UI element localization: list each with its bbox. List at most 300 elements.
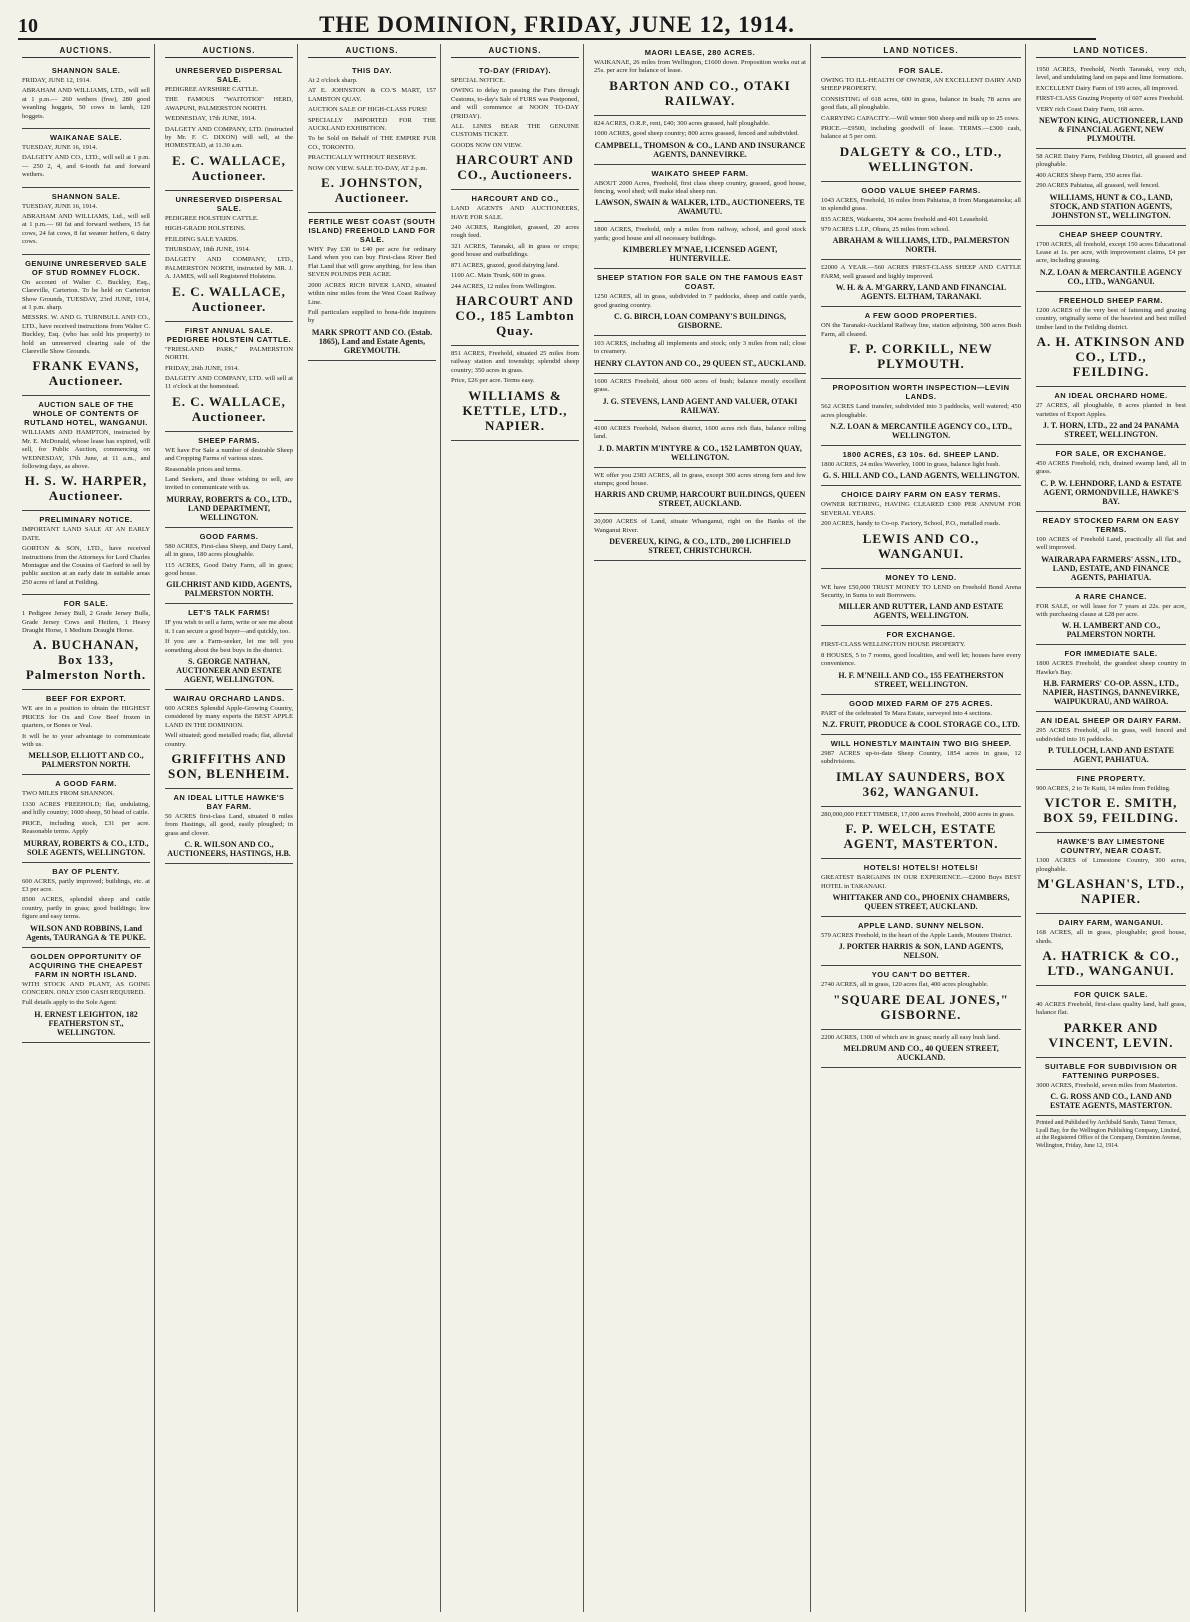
ad-text: MESSRS. W. AND G. TURNBULL AND CO., LTD., have received instructions from Walter C. Buckley, Esq. (who has sold his property) to hold an unreserved clearing sale of the Clareville Show Grounds. <box>22 314 150 355</box>
ad-firm-name: IMLAY SAUNDERS, BOX 362, WANGANUI. <box>835 768 1007 799</box>
ad-title: APPLE LAND. SUNNY NELSON. <box>857 921 985 930</box>
column-heading: AUCTIONS. <box>308 44 436 58</box>
ad-title: LET'S TALK FARMS! <box>188 608 270 618</box>
ad-firm-name: MARK SPROTT AND CO. (Estab. 1865), Land and Estate Agents, GREYMOUTH. <box>311 327 433 355</box>
ad-text: 27 ACRES, all ploughable, 8 acres planted in best varieties of Export Apples. <box>1036 402 1186 418</box>
advertisement <box>594 165 806 223</box>
advertisement <box>165 604 293 690</box>
ad-text: PRICE.—£9500, including goodwill of lease. TERMS.—£300 cash, balance at 5 per cent. <box>821 125 1021 141</box>
ad-firm-name: WHITTAKER AND CO., PHOENIX CHAMBERS, QUEEN STREET, AUCKLAND. <box>832 893 1010 911</box>
ad-text: 1043 ACRES, Freehold, 16 miles from Pahiatua, 8 from Mangatainoka; all in splendid grass. <box>821 196 1021 213</box>
column-heading: AUCTIONS. <box>22 44 150 58</box>
advertisement <box>821 62 1021 182</box>
ad-text: ALL LINES BEAR THE GENUINE CUSTOMS TICKET. <box>451 123 579 139</box>
ad-title: A GOOD FARM. <box>55 779 117 789</box>
ad-text: Land Seekers, and those wishing to sell, are invited to communicate with us. <box>165 475 293 492</box>
advertisement <box>22 396 150 511</box>
ad-title: FOR SALE. <box>63 599 109 609</box>
advertisement <box>821 735 1021 807</box>
ad-title: HARCOURT AND CO., <box>471 194 559 204</box>
ad-text: 979 ACRES L.I.P., Ohura, 25 miles from school. <box>821 226 950 234</box>
column-7 <box>1032 44 1190 1612</box>
ad-text: 50 ACRES first-class Land, situated 8 miles from Hastings, all good, easily ploughed; in grass and clover. <box>165 813 293 837</box>
ad-text: It will be to your advantage to communicate with us. <box>22 732 150 749</box>
ad-firm-name: J. G. STEVENS, LAND AGENT AND VALUER, OTAKI RAILWAY. <box>602 396 798 415</box>
advertisement <box>821 569 1021 627</box>
ad-text: 321 ACRES, Taranaki, all in grass or crops; good house and outbuildings. <box>451 242 579 259</box>
ad-title: FIRST ANNUAL SALE. PEDIGREE HOLSTEIN CATTLE. <box>166 325 292 344</box>
advertisement <box>451 346 579 441</box>
ad-text: 40 ACRES Freehold, first-class quality land, half grass, balance flat. <box>1036 1001 1186 1017</box>
ad-firm-name: KIMBERLEY M'NAE, LICENSED AGENT, HUNTERVILLE. <box>622 245 778 264</box>
advertisement <box>821 379 1021 446</box>
advertisement <box>1036 712 1186 770</box>
advertisement <box>594 222 806 269</box>
ad-title: PRELIMINARY NOTICE. <box>39 515 133 525</box>
advertisement <box>1036 387 1186 445</box>
advertisement <box>821 695 1021 735</box>
ad-text: SPECIAL NOTICE. <box>451 77 505 84</box>
ad-firm-name: W. H. & A. M'GARRY, LAND AND FINANCIAL AGENTS. ELTHAM, TARANAKI. <box>835 283 1007 302</box>
ad-text: 20,000 ACRES of Land, situate Whanganui, right on the Banks of the Wanganui River. <box>594 518 806 534</box>
advertisement <box>22 255 150 397</box>
ad-title: SHANNON SALE. <box>51 66 121 75</box>
advertisement <box>1036 833 1186 914</box>
ad-firm-name: GILCHRIST AND KIDD, AGENTS, PALMERSTON NORTH. <box>166 580 292 599</box>
ad-text: WE offer you 2383 ACRES, all in grass, except 300 acres strong fern and few stumps; good house. <box>594 471 806 487</box>
ad-firm-name: BARTON AND CO., OTAKI RAILWAY. <box>609 77 791 108</box>
ad-text: EXCELLENT Dairy Farm of 199 acres, all improved. <box>1036 84 1179 92</box>
advertisement <box>22 775 150 862</box>
ad-text: FOR SALE, or will lease for 7 years at 22s. per acre, with purchasing clause at £28 per acre. <box>1036 602 1186 618</box>
ad-firm-name: FRANK EVANS, Auctioneer. <box>32 358 140 389</box>
columns-container <box>18 44 1190 1612</box>
ad-title: UNRESERVED DISPERSAL SALE. <box>175 194 283 213</box>
advertisement <box>821 859 1021 917</box>
ad-title: GOOD VALUE SHEEP FARMS. <box>861 185 981 195</box>
advertisement <box>165 191 293 322</box>
ad-text: GORTON & SON, LTD., have received instructions from the Attorneys for Lord Charles Montague and the Cousins of Garford to sell by public auction at an early date in suitable areas 250 acres of land at Feilding. <box>22 545 150 586</box>
ad-firm-name: WILSON AND ROBBINS, Land Agents, TAURANGA & TE PUKE. <box>25 923 146 942</box>
ad-text: 115 ACRES, Good Dairy Farm, all in grass; good house. <box>165 561 293 577</box>
ad-title: FINE PROPERTY. <box>1076 773 1146 783</box>
ad-text: WAIKANAE, 26 miles from Wellington, £1600 down. Proposition works out at 25s. per acre for balance of lease. <box>594 59 806 75</box>
ad-firm-name: C. G. BIRCH, LOAN COMPANY'S BUILDINGS, GISBORNE. <box>613 312 787 331</box>
ad-text: 871 ACRES, grazed, good dairying land. <box>451 261 560 269</box>
ad-text: 2200 ACRES, 1300 of which are in grass; nearly all easy bush land. <box>821 1033 1001 1041</box>
advertisement <box>165 528 293 605</box>
advertisement <box>594 269 806 336</box>
column-6 <box>817 44 1026 1612</box>
advertisement <box>165 690 293 789</box>
ad-title: HAWKE'S BAY LIMESTONE COUNTRY, NEAR COAST. <box>1057 837 1165 856</box>
ad-title: THIS DAY. <box>351 66 393 75</box>
advertisement <box>451 62 579 190</box>
ad-firm-name: J. D. MARTIN M'INTYRE & CO., 152 LAMBTON QUAY, WELLINGTON. <box>598 443 802 462</box>
ad-text: On account of Walter C. Buckley, Esq., Clareville, Carterton. To be held on Carterton Show Grounds, TUESDAY, 23rd JUNE, 1914, at 1 p.m. sharp. <box>22 278 150 311</box>
ad-text: If you are a Farm-seeker, let me tell you something about the best buys in the district. <box>165 638 293 654</box>
ad-text: FRIDAY, JUNE 12, 1914. <box>22 77 91 84</box>
advertisement <box>821 182 1021 261</box>
ad-title: WAIRAU ORCHARD LANDS. <box>173 694 285 703</box>
ad-firm-name: E. JOHNSTON, Auctioneer. <box>321 175 423 206</box>
ad-text: 1100 AC. Main Trunk, 600 in grass. <box>451 272 546 280</box>
advertisement <box>1036 1058 1186 1116</box>
ad-firm-name: F. P. WELCH, ESTATE AGENT, MASTERTON. <box>843 821 999 852</box>
ad-firm-name: MURRAY, ROBERTS & CO., LTD., SOLE AGENTS, WELLINGTON. <box>23 838 149 857</box>
advertisement <box>821 626 1021 694</box>
ad-text: 1200 ACRES of the very best of fattening and grazing country, originally some of the heaviest and best milled timber land in the Feilding district. <box>1036 306 1186 331</box>
ad-firm-name: HENRY CLAYTON AND CO., 29 QUEEN ST., AUCKLAND. <box>594 358 806 368</box>
ad-text: DALGETY AND COMPANY, LTD. will sell at 11 o'clock at the homestead. <box>165 374 293 391</box>
ad-text: GREATEST BARGAINS IN OUR EXPERIENCE.—£2000 Buys BEST HOTEL in TARANAKI. <box>821 874 1021 890</box>
ad-firm-name: HARRIS AND CRUMP, HARCOURT BUILDINGS, QUEEN STREET, AUCKLAND. <box>594 490 806 509</box>
ad-title: MONEY TO LEND. <box>885 572 957 582</box>
ad-title: AN IDEAL ORCHARD HOME. <box>1054 391 1168 401</box>
ad-firm-name: C. P. W. LEHNDORF, LAND & ESTATE AGENT, ORMONDVILLE, HAWKE'S BAY. <box>1040 478 1182 506</box>
ad-text: At 2 o'clock sharp. <box>308 77 358 84</box>
ad-text: IMPORTANT LAND SALE AT AN EARLY DATE. <box>22 526 150 542</box>
ad-text: 580 ACRES, First-class Sheep, and Dairy Land, all in grass, 180 acres ploughable. <box>165 542 293 559</box>
page-number: 10 <box>18 15 38 37</box>
ad-title: SHEEP FARMS. <box>198 435 260 445</box>
ad-firm-name: E. C. WALLACE, Auctioneer. <box>172 393 286 424</box>
advertisement <box>821 446 1021 486</box>
ad-text: Full details apply to the Sole Agent: <box>22 999 117 1007</box>
ad-text: NOW ON VIEW. SALE TO-DAY, AT 2 p.m. <box>308 164 428 172</box>
advertisement <box>1036 770 1186 833</box>
ad-firm-name: HARCOURT AND CO., 185 Lambton Quay. <box>455 292 575 338</box>
ad-title: FOR SALE. <box>898 66 944 75</box>
ad-text: HIGH-GRADE HOLSTEINS. <box>165 225 246 233</box>
ad-firm-name: WILLIAMS, HUNT & CO., LAND, STOCK, AND STATION AGENTS, JOHNSTON ST., WELLINGTON. <box>1049 192 1173 220</box>
ad-firm-name: LAWSON, SWAIN & WALKER, LTD., AUCTIONEERS, TE AWAMUTU. <box>595 198 805 217</box>
ad-firm-name: A. BUCHANAN, Box 133, Palmerston North. <box>25 637 147 683</box>
ad-text: DALGETY AND COMPANY, LTD. (instructed by Mr. F. C. DIXON) will sell, at the HOMESTEAD, at 11.30 a.m. <box>165 125 293 150</box>
ad-text: 200 ACRES, handy to Co-op. Factory, School, P.O., metalled roads. <box>821 520 1001 528</box>
ad-text: WE have For Sale a number of desirable Sheep and Cropping Farms of various sizes. <box>165 446 293 463</box>
advertisement <box>22 948 150 1043</box>
ad-firm-name: ABRAHAM & WILLIAMS, LTD., PALMERSTON NORTH. <box>832 236 1010 255</box>
ad-firm-name: MILLER AND RUTTER, LAND AND ESTATE AGENTS, WELLINGTON. <box>838 602 1004 621</box>
advertisement <box>308 62 436 213</box>
ad-text: AT E. JOHNSTON & CO.'S MART, 157 LAMBTON QUAY. <box>308 87 436 103</box>
ad-title: 1800 ACRES, £3 10s. 6d. SHEEP LAND. <box>842 449 1000 459</box>
ad-text: FIRST-CLASS WELLINGTON HOUSE PROPERTY. <box>821 641 966 649</box>
ad-text: AUCTION SALE OF HIGH-CLASS FURS! <box>308 106 428 114</box>
ad-title: SHEEP STATION FOR SALE ON THE FAMOUS EAST COAST. <box>596 273 804 292</box>
ad-title: BEEF FOR EXPORT. <box>45 694 127 704</box>
advertisement <box>821 307 1021 379</box>
ad-firm-name: F. P. CORKILL, NEW PLYMOUTH. <box>849 341 993 372</box>
ad-text: 579 ACRES Freehold, in the heart of the Apple Lands, Moutere District. <box>821 932 1013 939</box>
ad-firm-name: H. S. W. HARPER, Auctioneer. <box>24 473 148 504</box>
column-heading: AUCTIONS. <box>165 44 293 58</box>
ad-firm-name: J. PORTER HARRIS & SON, LAND AGENTS, NELSON. <box>838 942 1004 961</box>
ad-text: 400 ACRES Sheep Farm, 350 acres flat. <box>1036 171 1143 179</box>
ad-firm-name: W. H. LAMBERT AND CO., PALMERSTON NORTH. <box>1061 621 1161 640</box>
ad-text: OWING TO ILL-HEALTH OF OWNER, AN EXCELLENT DAIRY AND SHEEP PROPERTY. <box>821 77 1021 93</box>
ad-firm-name: J. T. HORN, LTD., 22 and 24 PANAMA STREET, WELLINGTON. <box>1042 420 1180 439</box>
ad-firm-name: S. GEORGE NATHAN, AUCTIONEER AND ESTATE AGENT, WELLINGTON. <box>176 657 282 684</box>
ad-text: TUESDAY, JUNE 16, 1914. <box>22 202 98 210</box>
ad-text: CARRYING CAPACITY.—Will winter 900 sheep and milk up to 25 cows. <box>821 114 1020 122</box>
advertisement <box>821 917 1021 966</box>
ad-text: 240 ACRES, Rangitikei, grassed, 20 acres rough feed. <box>451 224 579 240</box>
ad-firm-name: N.Z. LOAN & MERCANTILE AGENCY CO., LTD., WELLINGTON. <box>830 421 1012 440</box>
ad-text: 244 ACRES, 12 miles from Wellington. <box>451 282 557 290</box>
advertisement <box>594 116 806 165</box>
ad-firm-name: C. R. WILSON AND CO., AUCTIONEERS, HASTINGS, H.B. <box>167 840 291 859</box>
ad-title: HOTELS! HOTELS! HOTELS! <box>863 863 979 873</box>
column-4 <box>447 44 584 1612</box>
ad-text: 450 ACRES Freehold, rich, drained swamp land, all in grass. <box>1036 459 1186 476</box>
ad-firm-name: DALGETY & CO., LTD., WELLINGTON. <box>839 143 1003 174</box>
ad-text: PRACTICALLY WITHOUT RESERVE. <box>308 154 417 162</box>
ad-title: FREEHOLD SHEEP FARM. <box>1058 295 1164 305</box>
ad-title: GOOD FARMS. <box>199 531 259 541</box>
ad-text: DALGETY AND CO., LTD., will sell at 1 p.m.— 250 2, 4, and 6-tooth fat and forward wethers. <box>22 154 150 179</box>
advertisement <box>165 322 293 432</box>
ad-text: FIRST-CLASS Grazing Property of 607 acres Freehold. <box>1036 95 1184 103</box>
ad-text: 1300 ACRES of Limestone Country, 300 acres, ploughable. <box>1036 857 1186 873</box>
ad-title: TO-DAY (FRIDAY). <box>478 66 552 75</box>
ad-firm-name: WILLIAMS & KETTLE, LTD., NAPIER. <box>462 387 568 433</box>
ad-text: 2987 ACRES up-to-date Sheep Country, 1854 acres in grass, 12 subdivisions. <box>821 749 1021 766</box>
column-1 <box>18 44 155 1612</box>
advertisement <box>1036 62 1186 149</box>
ad-text: 1600 ACRES Freehold, about 600 acres of bush; balance mostly excellent grass. <box>594 377 806 394</box>
ad-title: READY STOCKED FARM ON EASY TERMS. <box>1042 515 1180 534</box>
ad-firm-name: C. G. ROSS AND CO., LAND AND ESTATE AGENTS, MASTERTON. <box>1050 1092 1172 1111</box>
ad-title: AN IDEAL LITTLE HAWKE'S BAY FARM. <box>173 793 285 812</box>
advertisement <box>821 1030 1021 1068</box>
printer-imprint: Printed and Published by Archibald Sando, Tainui Terrace, Lyall Bay, for the Wellington Publishing Company, Limited, at the Registered Office of the Company, Dominion Avenue, Wellington, Friday, June 12, 1914. <box>1036 1120 1182 1149</box>
ad-firm-name: CAMPBELL, THOMSON & CO., LAND AND INSURANCE AGENTS, DANNEVIRKE. <box>594 140 806 159</box>
ad-text: OWNER RETIRING, HAVING CLEARED £300 PER ANNUM FOR SEVERAL YEARS. <box>821 501 1021 517</box>
ad-text: 4100 ACRES Freehold, Nelson district, 1600 acres rich flats, balance rolling land. <box>594 424 806 441</box>
ad-text: PEDIGREE HOLSTEIN CATTLE. <box>165 214 259 222</box>
ad-text: WHY Pay £30 to £40 per acre for ordinary Land when you can buy First-class River Bed Flat Land that will grow anything, for less than SEVEN POUNDS PER ACRE. <box>308 246 436 279</box>
advertisement <box>1036 986 1186 1058</box>
ad-firm-name: NEWTON KING, AUCTIONEER, LAND & FINANCIAL AGENT, NEW PLYMOUTH. <box>1038 116 1184 144</box>
advertisement <box>821 486 1021 568</box>
advertisement <box>22 690 150 775</box>
ad-firm-name: WAIRARAPA FARMERS' ASSN., LTD., LAND, ESTATE, AND FINANCE AGENTS, PAHIATUA. <box>1041 554 1181 582</box>
newspaper-title: THE DOMINION, FRIDAY, JUNE 12, 1914. <box>319 12 795 37</box>
advertisement <box>1036 226 1186 292</box>
ad-text: ABOUT 2000 Acres, Freehold, first class sheep country, grassed, good house, fencing, wool shed; will make ideal sheep run. <box>594 179 806 196</box>
ad-text: 2740 ACRES, all in grass, 120 acres flat, 400 acres ploughable. <box>821 981 989 989</box>
advertisement <box>22 62 150 129</box>
column-5 <box>590 44 811 1612</box>
advertisement <box>821 260 1021 307</box>
ad-title: GOLDEN OPPORTUNITY OF ACQUIRING THE CHEAPEST FARM IN NORTH ISLAND. <box>29 951 143 979</box>
ad-text: PRICE, including stock, £31 per acre. Reasonable terms. Apply <box>22 819 150 836</box>
ad-title: CHEAP SHEEP COUNTRY. <box>1059 229 1163 239</box>
masthead <box>18 12 1096 40</box>
ad-firm-name: GRIFFITHS AND SON, BLENHEIM. <box>168 751 290 782</box>
advertisement <box>165 432 293 528</box>
ad-title: FOR EXCHANGE. <box>886 630 956 640</box>
ad-text: OWING to delay in passing the Furs through Customs, to-day's Sale of FURS was Postponed, and will commence at NOON TO-DAY (FRIDAY). <box>451 87 579 120</box>
ad-text: WITH STOCK AND PLANT, AS GOING CONCERN. ONLY £500 CASH REQUIRED. <box>22 980 150 996</box>
ad-text: 1950 ACRES, Freehold, North Taranaki, very rich, level, and undulating land on papa and lime formations. <box>1036 66 1186 82</box>
ad-text: SPECIALLY IMPORTED FOR THE AUCKLAND EXHIBITION. <box>308 116 436 133</box>
ad-text: ABRAHAM AND WILLIAMS, Ltd., will sell at 1 p.m.— 60 fat and forward wethers, 15 fat cows, 24 fat cows, 8 fat weaner heifers, 6 dairy cows. <box>22 213 150 246</box>
ad-text: £2000 A YEAR.—560 ACRES FIRST-CLASS SHEEP AND CATTLE FARM, well grassed and highly improved. <box>821 264 1021 280</box>
ad-text: 8 HOUSES, 5 to 7 rooms, good localities, and well let; houses have every convenience. <box>821 651 1021 668</box>
advertisement <box>22 188 150 255</box>
ad-title: SHANNON SALE. <box>51 191 121 201</box>
ad-title: AUCTION SALE OF THE WHOLE OF CONTENTS OF RUTLAND HOTEL, WANGANUI. <box>24 400 148 428</box>
advertisement <box>1036 149 1186 226</box>
advertisement <box>594 468 806 515</box>
ad-title: A FEW GOOD PROPERTIES. <box>864 311 978 321</box>
ad-text: 824 ACRES, O.R.P., rent, £40; 300 acres grassed, half ploughable. <box>594 119 770 127</box>
ad-firm-name: H.B. FARMERS' CO-OP. ASSN., LTD., NAPIER, HASTINGS, DANNEVIRKE, WAIPUKURAU, AND WAIROA. <box>1042 679 1180 707</box>
column-heading: AUCTIONS. <box>451 44 579 58</box>
ad-text: WE are in a position to obtain the HIGHEST PRICES for Ox and Cow Beef frozen in quarters, or Bones or Veal. <box>22 705 150 730</box>
ad-text: THE FAMOUS "WAITOTIOI" HERD, AWAPUNI, PALMERSTON NORTH. <box>165 96 293 112</box>
ad-text: IF you wish to sell a farm, write or see me about it. I can secure a good buyer—and quickly, too. <box>165 619 293 635</box>
advertisement <box>821 807 1021 859</box>
ad-text: To be Sold on Behalf of THE EMPIRE FUR CO., TORONTO. <box>308 135 436 151</box>
advertisement <box>821 966 1021 1029</box>
advertisement <box>165 62 293 191</box>
ad-firm-name: VICTOR E. SMITH, BOX 59, FEILDING. <box>1043 795 1179 826</box>
ad-title: DAIRY FARM, WANGANUI. <box>1058 918 1164 928</box>
advertisement <box>1036 292 1186 387</box>
advertisement <box>22 129 150 188</box>
advertisement <box>594 421 806 468</box>
column-3 <box>304 44 441 1612</box>
ad-text: 900 ACRES, 2 to Te Kuiti, 14 miles from Feilding. <box>1036 784 1171 792</box>
ad-text: 290 ACRES Pahiatua, all grassed, well fenced. <box>1036 182 1160 190</box>
ad-text: FEILDING SALE YARDS. <box>165 235 239 243</box>
advertisement <box>1036 512 1186 588</box>
ad-text: 3000 ACRES, Freehold, seven miles from Masterton. <box>1036 1081 1178 1089</box>
ad-title: WAIKANAE SALE. <box>49 133 122 143</box>
advertisement <box>22 863 150 948</box>
ad-text: 100 ACRES of Freehold Land, practically all flat and well improved. <box>1036 535 1186 552</box>
ad-firm-name: P. TULLOCH, LAND AND ESTATE AGENT, PAHIATUA. <box>1048 745 1174 764</box>
column-heading: LAND NOTICES. <box>821 44 1021 58</box>
ad-text: 280,000,000 FEET TIMBER, 17,000 acres Freehold, 2000 acres in grass. <box>821 810 1015 818</box>
ad-firm-name: H. F. M'NEILL AND CO., 155 FEATHERSTON STREET, WELLINGTON. <box>838 670 1004 689</box>
ad-firm-name: M'GLASHAN'S, LTD., NAPIER. <box>1037 876 1185 907</box>
advertisement <box>165 789 293 864</box>
ad-text: 58 ACRE Dairy Farm, Feilding District, all grassed and ploughable. <box>1036 153 1186 169</box>
ad-title: FOR SALE, OR EXCHANGE. <box>1055 448 1167 458</box>
ad-firm-name: DEVEREUX, KING, & CO., LTD., 200 LICHFIELD STREET, CHRISTCHURCH. <box>609 537 791 556</box>
ad-firm-name: "SQUARE DEAL JONES," GISBORNE. <box>833 991 1009 1022</box>
ad-text: TWO MILES FROM SHANNON. <box>22 790 115 798</box>
ad-text: DALGETY AND COMPANY, LTD., PALMERSTON NORTH, instructed by MR. J. A. JAMES, will sell Registered Holsteins. <box>165 256 293 281</box>
ad-text: CONSISTING of 618 acres, 600 in grass, balance in bush; 78 acres are good flats, all ploughable. <box>821 95 1021 112</box>
column-2 <box>161 44 298 1612</box>
ad-text: 103 ACRES, including all implements and stock; only 3 miles from rail; close to creamery. <box>594 340 806 356</box>
ad-firm-name: H. ERNEST LEIGHTON, 182 FEATHERSTON ST., WELLINGTON. <box>34 1009 138 1037</box>
ad-firm-name: MELDRUM AND CO., 40 QUEEN STREET, AUCKLAND. <box>843 1044 999 1063</box>
ad-firm-name: E. C. WALLACE, Auctioneer. <box>172 152 286 183</box>
ad-text: ON the Taranaki-Auckland Railway line, station adjoining, 500 acres Bush Farm, all cleared. <box>821 322 1021 338</box>
ad-text: TUESDAY, JUNE 16, 1914. <box>22 144 98 152</box>
ad-title: WAIKATO SHEEP FARM. <box>651 168 749 178</box>
ad-title: WILL HONESTLY MAINTAIN TWO BIG SHEEP. <box>830 738 1012 748</box>
ad-firm-name: A. H. ATKINSON AND CO., LTD., FEILDING. <box>1036 334 1186 380</box>
ad-text: WILLIAMS AND HAMPTON, instructed by Mr. E. McDonald, whose lease has expired, will sell, for Public Auction, commencing on WEDNESDAY, 17th June, at 11 a.m., and following days, as above. <box>22 429 150 470</box>
ad-firm-name: MURRAY, ROBERTS & CO., LTD., LAND DEPARTMENT, WELLINGTON. <box>166 494 292 522</box>
ad-text: 2000 ACRES RICH RIVER LAND, situated within nine miles from the West Coast Railway Line. <box>308 281 436 306</box>
ad-title: GENUINE UNRESERVED SALE OF STUD ROMNEY FLOCK. <box>25 258 147 277</box>
advertisement <box>1036 645 1186 712</box>
ad-text: Price, £26 per acre. Terms easy. <box>451 377 535 385</box>
ad-text: 1250 ACRES, all in grass, subdivided in 7 paddocks, sheep and cattle yards, good grazing country. <box>594 293 806 309</box>
advertisement <box>594 44 806 116</box>
ad-firm-name: MELLSOP, ELLIOTT AND CO., PALMERSTON NORTH. <box>28 751 144 770</box>
ad-title: FOR IMMEDIATE SALE. <box>1064 649 1158 659</box>
ad-text: Well situated; good metalled roads; flat, alluvial country. <box>165 732 293 748</box>
ad-title: PROPOSITION WORTH INSPECTION—LEVIN LANDS. <box>832 383 1010 402</box>
ad-title: A RARE CHANCE. <box>1075 591 1147 601</box>
ad-title: FOR QUICK SALE. <box>1074 990 1148 999</box>
advertisement <box>1036 588 1186 646</box>
ad-firm-name: G. S. HILL AND CO., LAND AGENTS, WELLINGTON. <box>822 471 1020 481</box>
advertisement <box>594 514 806 561</box>
ad-firm-name: E. C. WALLACE, Auctioneer. <box>172 283 286 314</box>
ad-firm-name: PARKER AND VINCENT, LEVIN. <box>1048 1019 1174 1050</box>
ad-title: UNRESERVED DISPERSAL SALE. <box>175 66 283 84</box>
ad-text: 1000 ACRES, good sheep country; 800 acres grassed, fenced and subdivided. <box>594 130 799 138</box>
ad-text: 600 ACRES, partly improved; buildings, etc. at £3 per acre. <box>22 877 150 893</box>
ad-text: ABRAHAM AND WILLIAMS, LTD., will sell at 1 p.m.— 260 wethers (free), 280 good weanling hoggets, 50 cows in lamb, 120 hoggets. <box>22 87 150 120</box>
advertisement <box>22 595 150 690</box>
ad-title: SUITABLE FOR SUBDIVISION OR FATTENING PURPOSES. <box>1044 1061 1178 1080</box>
ad-text: VERY rich Coast Dairy Farm, 168 acres. <box>1036 105 1145 113</box>
ad-title: GOOD MIXED FARM OF 275 ACRES. <box>849 698 993 708</box>
ad-text: WE have £50,000 TRUST MONEY TO LEND on Freehold Bond Arena Security, in Sums to suit Borrowers. <box>821 583 1021 599</box>
ad-title: FERTILE WEST COAST (SOUTH ISLAND) FREEHOLD LAND FOR SALE. <box>308 217 436 245</box>
ad-firm-name: LEWIS AND CO., WANGANUI. <box>862 530 980 561</box>
ad-title: MAORI LEASE, 280 ACRES. <box>644 48 756 57</box>
ad-title: BAY OF PLENTY. <box>52 866 120 876</box>
ad-text: LAND AGENTS AND AUCTIONEERS, HAVE FOR SALE. <box>451 205 579 221</box>
ad-text: 168 ACRES, all in grass, ploughable; good house, sheds. <box>1036 929 1186 945</box>
advertisement <box>1036 914 1186 986</box>
advertisement <box>594 336 806 374</box>
ad-text: 562 ACRES Land transfer, subdivided into 3 paddocks, well watered; 450 acres ploughable. <box>821 403 1021 419</box>
ad-text: 1330 ACRES FREEHOLD; flat, undulating, and hilly country; 1600 sheep, 50 head of cattle. <box>22 800 150 817</box>
ad-title: YOU CAN'T DO BETTER. <box>871 970 971 980</box>
ad-text: "FRIESLAND PARK," PALMERSTON NORTH. <box>165 345 293 362</box>
ad-text: WEDNESDAY, 17th JUNE, 1914. <box>165 115 257 123</box>
ad-text: 835 ACRES, Waikaretu, 304 acres freehold and 401 Leasehold. <box>821 215 989 223</box>
ad-text: FRIDAY, 26th JUNE, 1914. <box>165 364 240 372</box>
ad-firm-name: N.Z. FRUIT, PRODUCE & COOL STORAGE CO., LTD. <box>822 719 1020 729</box>
ad-firm-name: HARCOURT AND CO., Auctioneers. <box>456 152 574 183</box>
ad-text: 295 ACRES Freehold, all in grass, well fenced and subdivided into 16 paddocks. <box>1036 727 1186 743</box>
ad-text: 1 Pedigree Jersey Bull, 2 Grade Jersey Bulls, Grade Jersey Cows and Heifers, 1 Heavy Draught Horse, 1 Medium Draught Horse. <box>22 610 150 635</box>
ad-text: THURSDAY, 18th JUNE, 1914. <box>165 246 251 254</box>
ad-text: 8500 ACRES, splendid sheep and cattle country, partly in grass; good buildings; low figure and easy terms. <box>22 896 150 921</box>
ad-text: Full particulars supplied to bona-fide inquirers by <box>308 308 436 325</box>
ad-text: 1800 ACRES Freehold, the grandest sheep country in Hawke's Bay. <box>1036 660 1186 676</box>
advertisement <box>308 213 436 361</box>
ad-text: 600 ACRES Splendid Apple-Growing Country, considered by many experts the BEST APPLE LAND IN THE DOMINION. <box>165 705 293 729</box>
ad-text: PART of the celebrated Te Mara Estate, surveyed into 4 sections. <box>821 709 993 717</box>
advertisement <box>451 190 579 346</box>
